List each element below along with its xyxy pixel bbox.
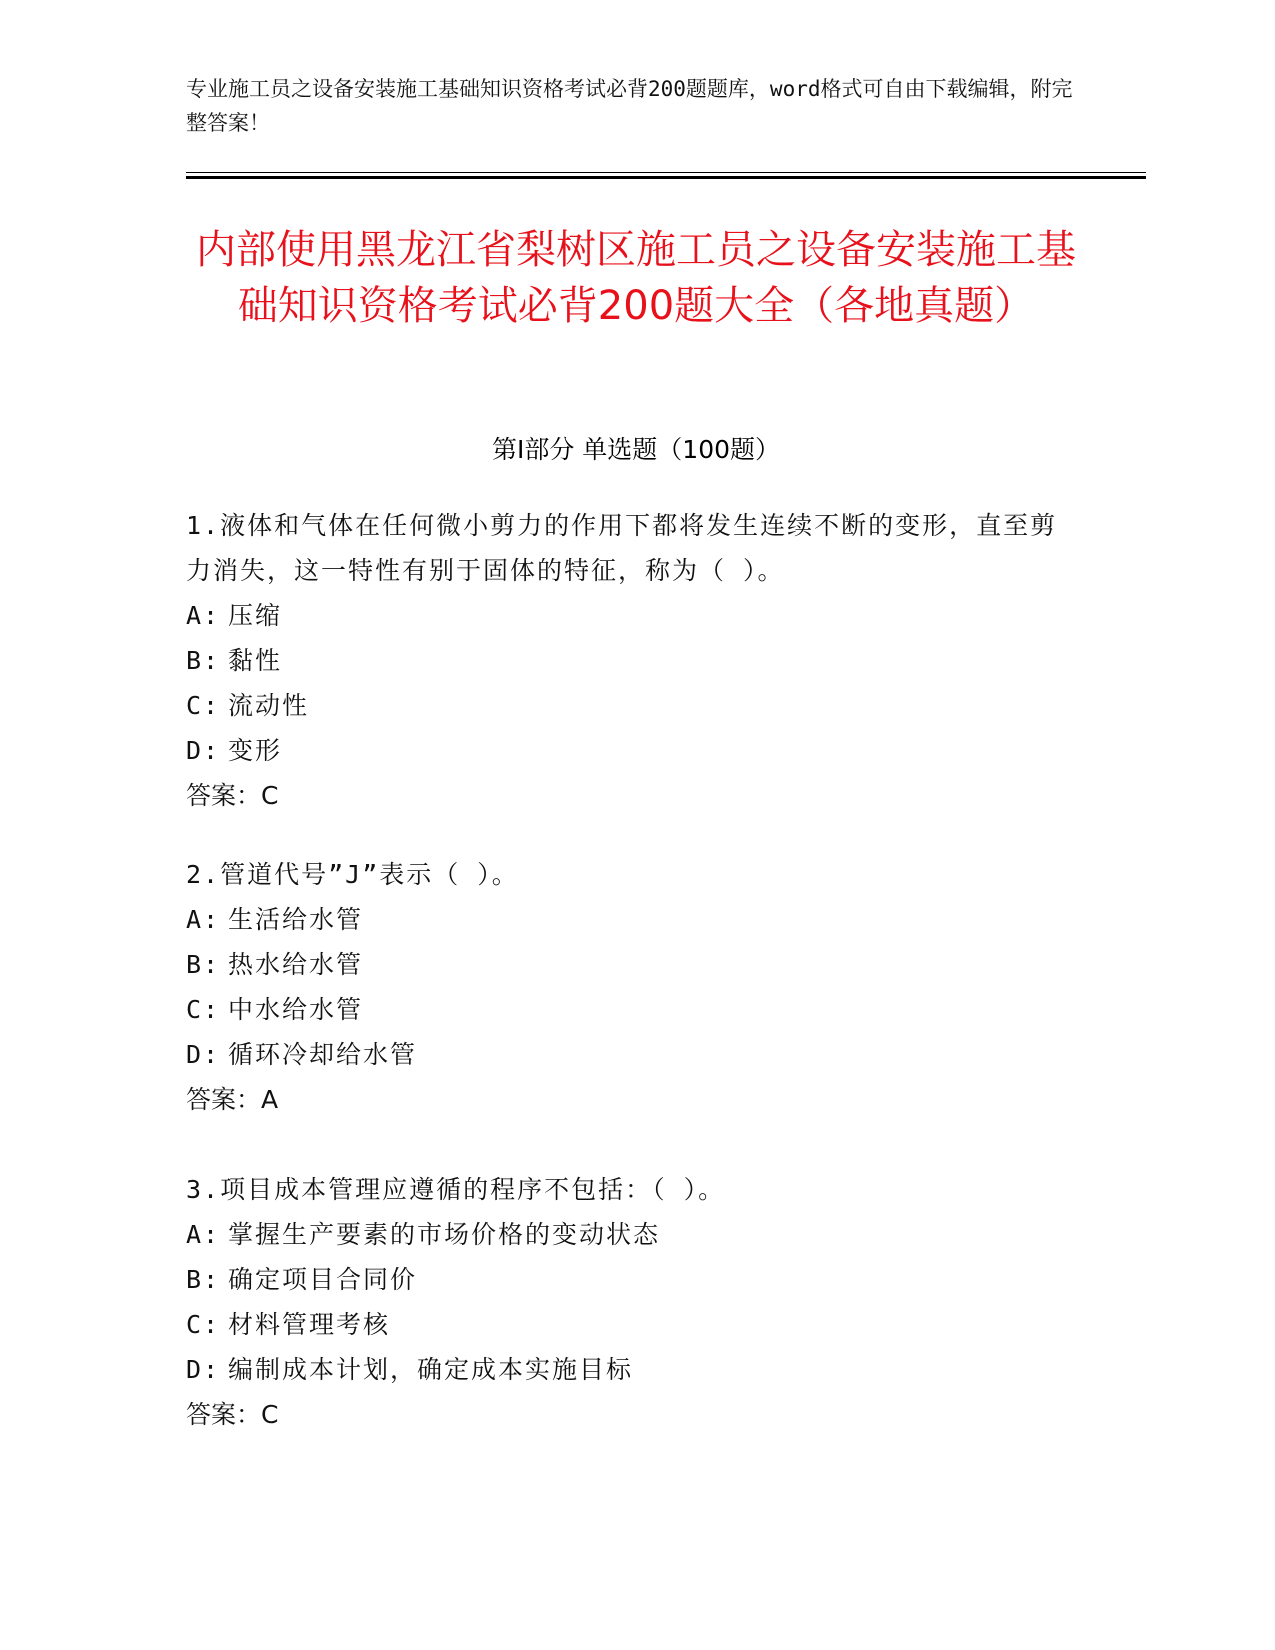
option-letter: B:: [186, 646, 221, 675]
option-text: 热水给水管: [228, 950, 364, 979]
header-note: 专业施工员之设备安装施工基础知识资格考试必背200题题库，word格式可自由下载编辑，附完整答案！: [186, 77, 1073, 135]
option-text: 黏性: [228, 646, 283, 675]
option-c: [186, 683, 1066, 728]
option-letter: A:: [186, 905, 221, 934]
option-letter: C:: [186, 995, 221, 1024]
option-letter: C:: [186, 1310, 221, 1339]
option-a: [186, 897, 1066, 942]
question-stem: 3.项目成本管理应遵循的程序不包括：（ ）。: [186, 1175, 726, 1204]
option-text: 变形: [228, 736, 283, 765]
section-heading: 第Ⅰ部分 单选题（100题）: [491, 435, 781, 464]
option-text: 编制成本计划，确定成本实施目标: [228, 1355, 634, 1384]
option-b: [186, 942, 1066, 987]
option-letter: D:: [186, 736, 221, 765]
option-letter: D:: [186, 1040, 221, 1069]
option-d: [186, 1347, 1066, 1392]
question-3: [186, 1167, 1066, 1437]
option-letter: A:: [186, 601, 221, 630]
option-c: [186, 1302, 1066, 1347]
option-letter: C:: [186, 691, 221, 720]
option-text: 流动性: [228, 691, 310, 720]
option-letter: A:: [186, 1220, 221, 1249]
option-text: 循环冷却给水管: [228, 1040, 418, 1069]
option-text: 压缩: [228, 601, 283, 630]
document-title: 内部使用黑龙江省梨树区施工员之设备安装施工基础知识资格考试必背200题大全（各地真题）: [196, 227, 1076, 329]
question-stem: 2.管道代号”J”表示（ ）。: [186, 860, 519, 889]
option-text: 掌握生产要素的市场价格的变动状态: [228, 1220, 661, 1249]
question-stem: 1.液体和气体在任何微小剪力的作用下都将发生连续不断的变形，直至剪力消失，这一特性有别于固体的特征，称为（ ）。: [186, 511, 1058, 585]
option-letter: B:: [186, 950, 221, 979]
option-c: [186, 987, 1066, 1032]
option-letter: B:: [186, 1265, 221, 1294]
option-b: [186, 1257, 1066, 1302]
option-text: 材料管理考核: [228, 1310, 391, 1339]
option-text: 生活给水管: [228, 905, 364, 934]
question-2: [186, 852, 1066, 1122]
option-d: [186, 1032, 1066, 1077]
header-divider-thick: [186, 176, 1146, 179]
header-divider-thin: [186, 172, 1146, 173]
option-d: [186, 728, 1066, 773]
question-1: [186, 503, 1066, 818]
answer-line: 答案：C: [186, 781, 279, 810]
option-text: 确定项目合同价: [228, 1265, 418, 1294]
answer-line: 答案：C: [186, 1400, 279, 1429]
option-a: [186, 593, 1066, 638]
option-letter: D:: [186, 1355, 221, 1384]
option-text: 中水给水管: [228, 995, 364, 1024]
answer-line: 答案：A: [186, 1085, 279, 1114]
option-a: [186, 1212, 1066, 1257]
option-b: [186, 638, 1066, 683]
